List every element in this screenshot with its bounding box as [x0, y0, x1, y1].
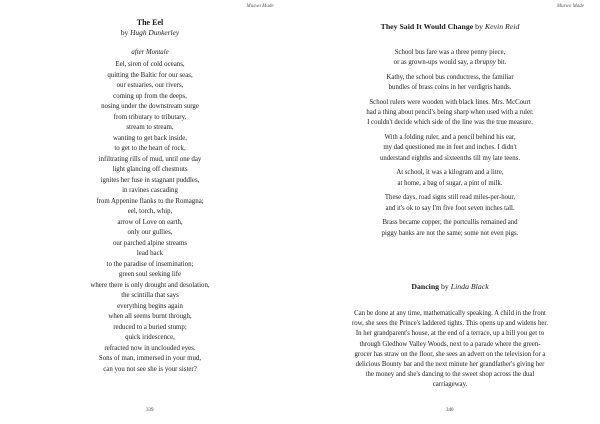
right-page — [300, 0, 600, 424]
poem-line: Sons of man, immersed in your mud, — [98, 355, 202, 362]
running-header: Muswo Made — [556, 4, 584, 9]
prose-line: the money and she's dancing to the sweet shop across the dual — [365, 371, 535, 379]
prose-title: Dancing — [411, 282, 440, 291]
poem-title: The Eel — [136, 18, 164, 27]
prose-line: row, she sees the Prince's laddered tights. This opens up and widens her. — [351, 320, 549, 328]
poem-line: quick iridescence, — [125, 334, 175, 341]
poem-title: They Said It Would Change — [380, 22, 474, 31]
poem-line: quitting the Baltic for our seas, — [107, 71, 193, 79]
poem-line: coming up from the deeps, — [113, 92, 187, 100]
poem-stanzas — [300, 48, 600, 239]
poem-line: to the paradise of insemination; — [106, 260, 194, 268]
poem-line: can you not see she is your sister? — [103, 365, 197, 373]
poem-line: from Appenine flanks to the Romagna; — [96, 197, 204, 205]
prose-title-line — [300, 282, 600, 292]
poem-line: ignites her fuse in stagnant puddles, — [100, 176, 200, 184]
poem-epigraph: after Montale — [131, 49, 169, 56]
poem-line: or as grown-ups would say, a thrupny bit. — [393, 59, 507, 67]
stanza — [300, 168, 600, 188]
poem-line: Eel, siren of cold oceans, — [115, 61, 185, 68]
poem-line: piggy banks are not the same; some not even pigs. — [381, 229, 519, 237]
byline-by: by — [441, 282, 449, 291]
poem-line: to get to the heart of rock, — [114, 145, 186, 152]
poem-line: With a folding ruler, and a pencil behind his ear, — [384, 134, 516, 142]
prose-line: through Gledhow Valley Woods, next to a parade where the green- — [359, 340, 541, 348]
poem-line: arrow of Love on earth, — [117, 218, 183, 226]
poem-author: Hugh Dunkerley — [130, 28, 180, 37]
stanza — [300, 48, 600, 68]
poem-line: stream to stream, — [126, 124, 174, 131]
poem-line: the scintilla that says — [121, 292, 179, 299]
poem-line: School bus fare was a three penny piece, — [394, 49, 506, 56]
poem-line: Kathy, the school bus conductress, the familiar — [386, 74, 514, 81]
byline-by: by — [475, 22, 483, 31]
poem-title-line — [300, 22, 600, 32]
page-number: 339 — [146, 408, 154, 413]
poem-line: my dad questioned me in feet and inches. I didn't — [383, 144, 517, 152]
poem-line: our estuaries, our rivers, — [116, 82, 184, 89]
poem-line: Brass became copper, the portcullis remained and — [382, 219, 518, 227]
poem-line: only our gullies, — [127, 229, 173, 236]
poem-line: nosing under the downstream surge — [101, 103, 199, 110]
poem-line: when all seems burnt through, — [108, 313, 192, 320]
prose-line: In her grandparent's house, at the end of a terrace, up a hill you get to — [355, 330, 545, 338]
poem-line: from tributary to tributary, — [113, 113, 187, 121]
poem-byline — [0, 28, 300, 38]
poem-line: These days, road signs still read miles-per-hour, — [384, 194, 516, 202]
poem-line: reduced to a buried stump; — [113, 323, 187, 331]
poem-line: I couldn't decide which side of the line was the true measure. — [367, 119, 533, 127]
prose-line: carriageway. — [432, 381, 468, 389]
prose-line: delicious Bounty bar and the next minute her grandfather's giving her — [355, 361, 545, 369]
stanza — [300, 73, 600, 93]
poem-line: and it's ok to say I'm five foot seven inches tall. — [385, 204, 515, 212]
stanza — [300, 133, 600, 164]
emphasis: thrupny — [474, 59, 496, 67]
stanza — [300, 98, 600, 129]
poem-line: in ravines cascading — [122, 187, 178, 194]
poem-line: infiltrating rills of mud, until one day — [98, 155, 202, 163]
poem-line: At school, it was a kilogram and a litre, — [396, 169, 504, 177]
poem-line: School rulers were wooden with black lines. Mrs. McCourt — [369, 99, 531, 106]
running-header: Muswo Made — [246, 4, 274, 9]
poem-line: where there is only drought and desolation, — [90, 281, 210, 289]
poem-lines — [0, 60, 300, 375]
poem-line: green soul seeking life — [118, 271, 182, 278]
prose-author: Linda Black — [450, 282, 489, 291]
poem-line: everything begins again — [117, 302, 183, 310]
stanza — [300, 218, 600, 238]
stanza — [300, 193, 600, 213]
poem-line: lead back — [136, 250, 164, 257]
poem-line: refracted now in unclouded eyes. — [104, 344, 196, 352]
prose-line: grocer has straw on the floor, she sees an advert on the television for a — [354, 350, 546, 358]
poem-line: had a thing about pencil's being sharp when used with a ruler. — [366, 109, 534, 117]
poem-line: our parched alpine streams — [112, 239, 188, 247]
poem-author: Kevin Reid — [484, 22, 520, 31]
poem-line: understand eighths and sixteenths till my late teens. — [379, 154, 521, 162]
byline-by: by — [120, 28, 129, 37]
poem-they-said-it-would-change — [300, 22, 600, 243]
poem-line: at home, a bag of sugar, a pint of milk. — [397, 179, 503, 187]
prose-line: Can be done at any time, mathematically speaking. A child in the front — [354, 310, 546, 317]
poem-line: wanting to get back inside, — [112, 134, 188, 142]
prose-dancing — [300, 282, 600, 391]
poem-line: bundles of brass coins in her verdigris hands. — [388, 84, 512, 92]
poem-line: light glancing off chestnuts — [112, 166, 188, 173]
poem-the-eel — [0, 18, 300, 375]
poem-line: eel, torch, whip, — [127, 208, 173, 215]
page-number: 340 — [446, 408, 454, 413]
prose-body — [337, 309, 563, 391]
